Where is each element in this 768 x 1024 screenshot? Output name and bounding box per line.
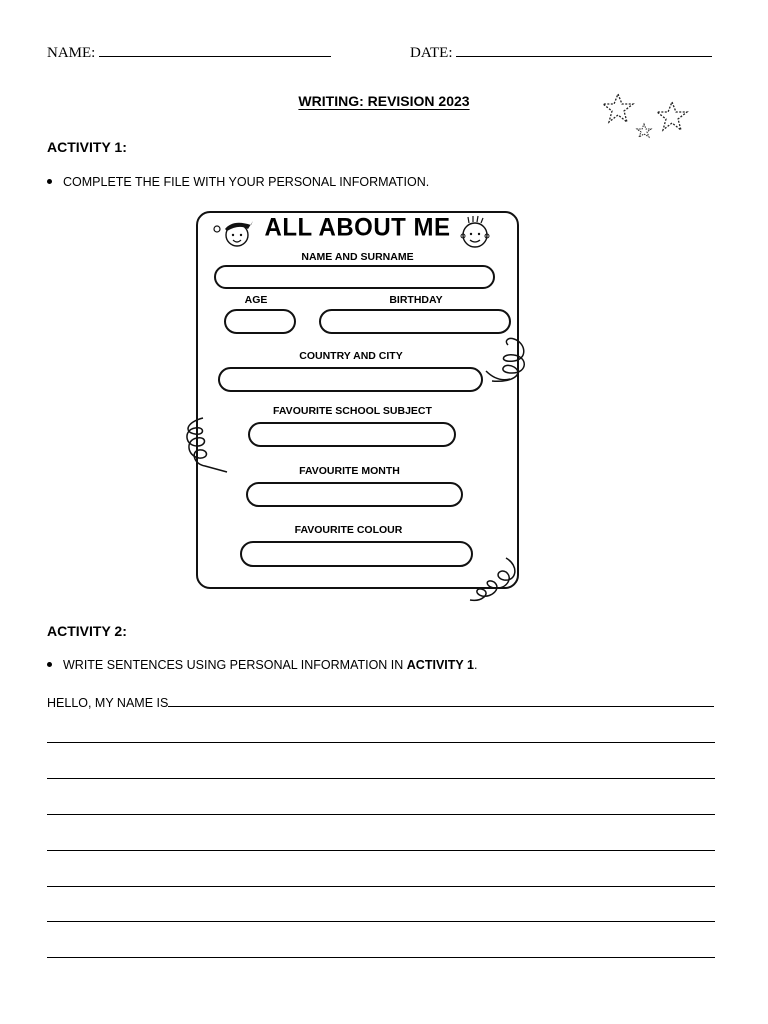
writing-line[interactable]: [47, 850, 715, 851]
country-city-label: COUNTRY AND CITY: [299, 350, 403, 362]
loop-doodle-icon: [181, 416, 231, 476]
activity2-heading: ACTIVITY 2:: [47, 623, 127, 639]
country-city-field[interactable]: [218, 367, 483, 392]
colour-field[interactable]: [240, 541, 473, 567]
birthday-field[interactable]: [319, 309, 511, 334]
writing-line[interactable]: [47, 742, 715, 743]
first-sentence-label: HELLO, MY NAME IS: [47, 696, 169, 710]
loop-doodle-icon: [484, 333, 530, 389]
activity1-heading: ACTIVITY 1:: [47, 139, 127, 155]
birthday-label: BIRTHDAY: [389, 294, 443, 306]
school-subject-field[interactable]: [248, 422, 456, 447]
bullet-icon: [47, 662, 52, 667]
activity1-instruction: COMPLETE THE FILE WITH YOUR PERSONAL INFORMATION.: [47, 175, 429, 189]
date-field[interactable]: [410, 42, 712, 62]
writing-line[interactable]: [47, 957, 715, 958]
first-sentence-line[interactable]: [47, 694, 714, 710]
name-label: NAME:: [47, 45, 96, 61]
age-field[interactable]: [224, 309, 296, 334]
date-blank[interactable]: [456, 42, 712, 57]
writing-line[interactable]: [47, 778, 715, 779]
first-sentence-blank[interactable]: [168, 694, 714, 707]
name-blank[interactable]: [99, 42, 331, 57]
name-field[interactable]: [47, 42, 331, 62]
name-surname-field[interactable]: [214, 265, 495, 289]
card-title: ALL ABOUT ME: [264, 213, 451, 242]
bullet-icon: [47, 179, 52, 184]
month-field[interactable]: [246, 482, 463, 507]
colour-label: FAVOURITE COLOUR: [294, 524, 403, 536]
name-surname-label: NAME AND SURNAME: [301, 251, 414, 263]
worksheet-title: WRITING: REVISION 2023: [298, 93, 470, 109]
age-label: AGE: [244, 294, 268, 306]
star-icon: [637, 124, 651, 137]
writing-line[interactable]: [47, 814, 715, 815]
loop-doodle-icon: [466, 556, 520, 606]
date-label: DATE:: [410, 45, 453, 61]
writing-line[interactable]: [47, 921, 715, 922]
month-label: FAVOURITE MONTH: [299, 465, 400, 477]
activity2-instruction: WRITE SENTENCES USING PERSONAL INFORMATION IN ACTIVITY 1.: [47, 658, 477, 672]
school-subject-label: FAVOURITE SCHOOL SUBJECT: [273, 405, 432, 417]
writing-line[interactable]: [47, 886, 715, 887]
